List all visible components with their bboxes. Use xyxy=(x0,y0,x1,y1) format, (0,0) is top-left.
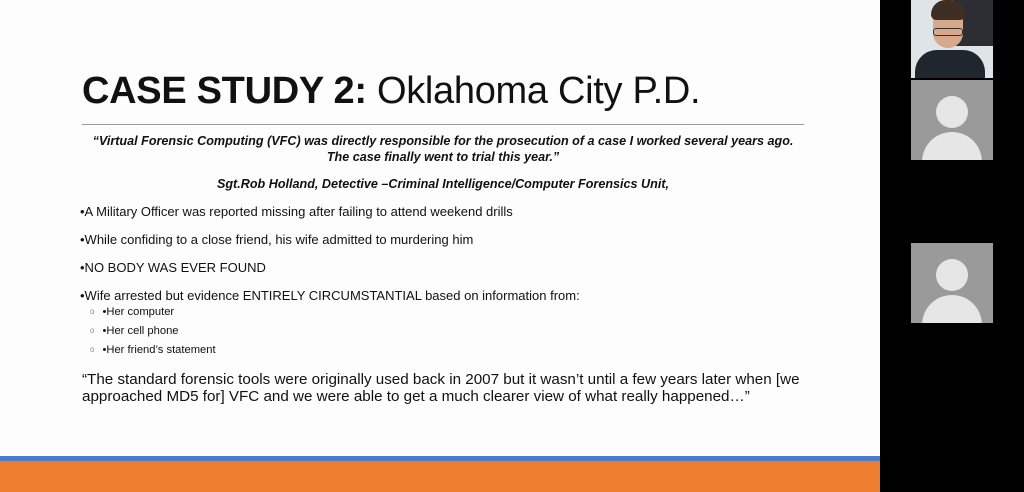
slide-title xyxy=(82,70,700,113)
title-divider xyxy=(82,124,804,125)
sub-bullet-item xyxy=(90,306,174,318)
slide-title-bold: CASE STUDY 2: xyxy=(82,70,367,112)
sub-bullet-text: •Her friend’s statement xyxy=(102,344,216,356)
presenter-body xyxy=(915,50,985,78)
quote-attribution: Sgt.Rob Holland, Detective –Criminal Intelligence/Computer Forensics Unit, xyxy=(216,177,670,191)
presenter-glasses xyxy=(933,28,963,36)
testimonial-quote: “Virtual Forensic Computing (VFC) was directly responsible for the prosecution of a case I worked several years ago. The case finally went to trial this year.” xyxy=(92,134,794,164)
user-avatar-body xyxy=(922,132,982,160)
bullet-item: •NO BODY WAS EVER FOUND xyxy=(80,260,266,275)
user-avatar-icon xyxy=(936,259,968,291)
bullet-item: •A Military Officer was reported missing after failing to attend weekend drills xyxy=(80,204,513,219)
sub-bullet-marker: o xyxy=(90,326,95,335)
sub-bullet-text: •Her computer xyxy=(102,306,175,318)
sub-bullet-marker: o xyxy=(90,345,95,354)
user-avatar-icon xyxy=(936,96,968,128)
slide-title-rest: Oklahoma City P.D. xyxy=(366,70,701,112)
sub-bullet-text: •Her cell phone xyxy=(102,325,179,337)
participant-video-tile[interactable] xyxy=(911,0,993,78)
closing-quote: “The standard forensic tools were originally used back in 2007 but it wasn’t until a few years later when [we approached MD5 for] VFC and we were able to get a much clearer view of what really happened…” xyxy=(82,371,800,405)
user-avatar-body xyxy=(922,295,982,323)
participant-avatar-tile[interactable] xyxy=(911,243,993,323)
sub-bullet-item xyxy=(90,344,216,356)
participant-avatar-tile[interactable] xyxy=(911,80,993,160)
sub-bullet-item xyxy=(90,325,179,337)
footer-bar xyxy=(0,461,880,492)
bullet-item: •While confiding to a close friend, his wife admitted to murdering him xyxy=(80,232,474,247)
bullet-item: •Wife arrested but evidence ENTIRELY CIRCUMSTANTIAL based on information from: xyxy=(80,288,580,303)
sub-bullet-marker: o xyxy=(90,307,95,316)
presenter-hair xyxy=(931,0,965,20)
